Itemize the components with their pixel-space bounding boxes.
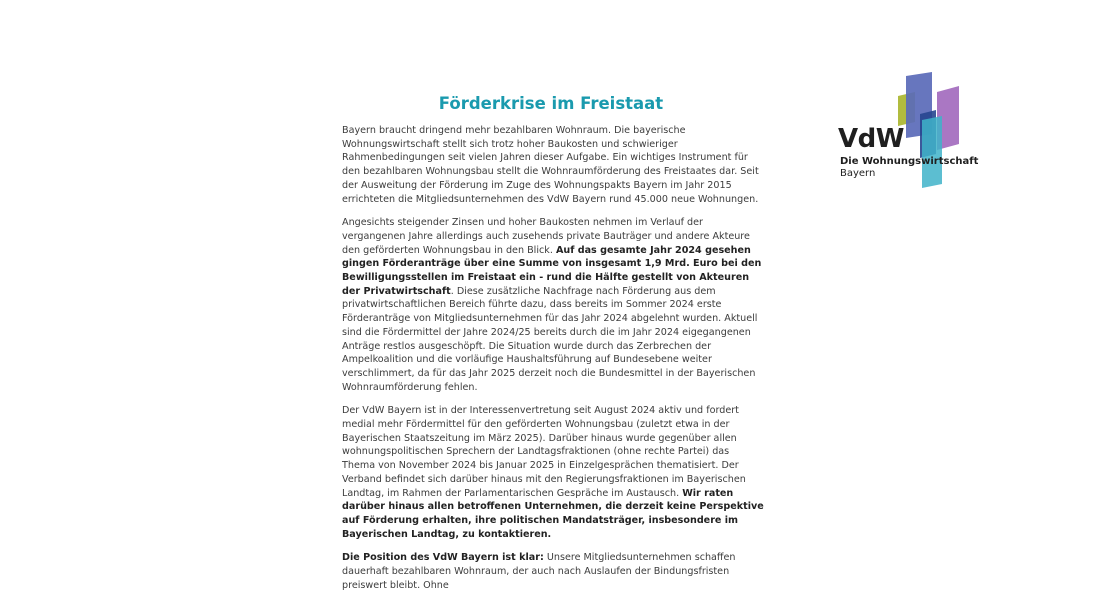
page-title: Förderkrise im Freistaat — [438, 94, 664, 113]
paragraph-funding-demand — [342, 216, 764, 394]
paragraph-position — [342, 551, 764, 592]
paragraph-intro — [342, 124, 764, 206]
paragraph-advocacy-highlight: Wir raten darüber hinaus allen betroffenen Unternehmen, die derzeit keine Perspektive auf Förderung erhalten, ihre politischen Mandatsträger, insbesondere im Bayerischen Landtag, zu kontaktieren. — [342, 487, 764, 540]
vdw-logo[interactable] — [836, 72, 979, 188]
logo-bar-teal — [922, 116, 942, 188]
logo-subtitle: Die Wohnungswirtschaft — [840, 156, 979, 167]
paragraph-intro-text: Bayern braucht dringend mehr bezahlbaren Wohnraum. Die bayerische Wohnungswirtschaft stellt sich trotz hoher Baukosten und schwieriger Rahmenbedingungen seit vielen Jahren dieser Aufgabe. Ein wichtiges Instrument für den bezahlbaren Wohnungsbau stellt die Wohnraumförderung des Freistaates dar. Seit der Ausweitung der Förderung im Zuge des Wohnungspakts Bayern im Jahr 2015 errichteten die Mitgliedsunternehmen des VdW Bayern rund 45.000 neue Wohnungen. — [342, 125, 759, 205]
paragraph-funding-demand-text-a: Angesichts steigender Zinsen und hoher Baukosten nehmen im Verlauf der vergangenen Jahre allerdings auch zusehends private Bauträger und andere Akteure den geförderten Wohnungsbau in den Blick. — [342, 217, 750, 256]
logo-region: Bayern — [840, 168, 876, 179]
paragraph-position-lead: Die Position des VdW Bayern ist klar: — [342, 552, 544, 564]
paragraph-position-text: Unsere Mitgliedsunternehmen schaffen dauerhaft bezahlbaren Wohnraum, der auch nach Auslaufen der Bindungsfristen preiswert bleibt. Ohne — [342, 552, 736, 591]
logo-wordmark: VdW — [838, 124, 904, 154]
paragraph-advocacy — [342, 404, 764, 541]
article-body — [342, 124, 764, 603]
paragraph-funding-demand-text-b: . Diese zusätzliche Nachfrage nach Förderung aus dem privatwirtschaftlichen Bereich führte dazu, dass bereits im Sommer 2024 erste Förderanträge von Mitgliedsunternehmen für das Jahr 2024 abgelehnt wurden. Aktuell sind die Fördermittel der Jahre 2024/25 bereits durch die im Jahr 2024 eigegangenen Anträge restlos ausgeschöpft. Die Situation wurde durch das Zerbrechen der Ampelkoalition und die vorläufige Haushaltsführung auf Bundesebene weiter verschlimmert, da für das Jahr 2025 derzeit noch die Bundesmittel in der Bayerischen Wohnraumförderung fehlen. — [342, 285, 758, 393]
paragraph-funding-demand-highlight: Auf das gesamte Jahr 2024 gesehen gingen Förderanträge über eine Summe von insgesamt 1,9 Mrd. Euro bei den Bewilligungsstellen im Freistaat ein - rund die Hälfte gestellt von Akteuren der Privatwirtschaft — [342, 244, 762, 297]
paragraph-advocacy-text: Der VdW Bayern ist in der Interessenvertretung seit August 2024 aktiv und fordert medial mehr Fördermittel für den geförderten Wohnungsbau (zuletzt etwa in der Bayerischen Staatszeitung im März 2025). Darüber hinaus wurde gegenüber allen wohnungspolitischen Sprechern der Landtagsfraktionen (ohne rechte Partei) das Thema von November 2024 bis Januar 2025 in Einzelgesprächen thematisiert. Der Verband befindet sich darüber hinaus mit den Regierungsfraktionen im Bayerischen Landtag, im Rahmen der Parlamentarischen Gespräche im Austausch. — [342, 405, 746, 499]
